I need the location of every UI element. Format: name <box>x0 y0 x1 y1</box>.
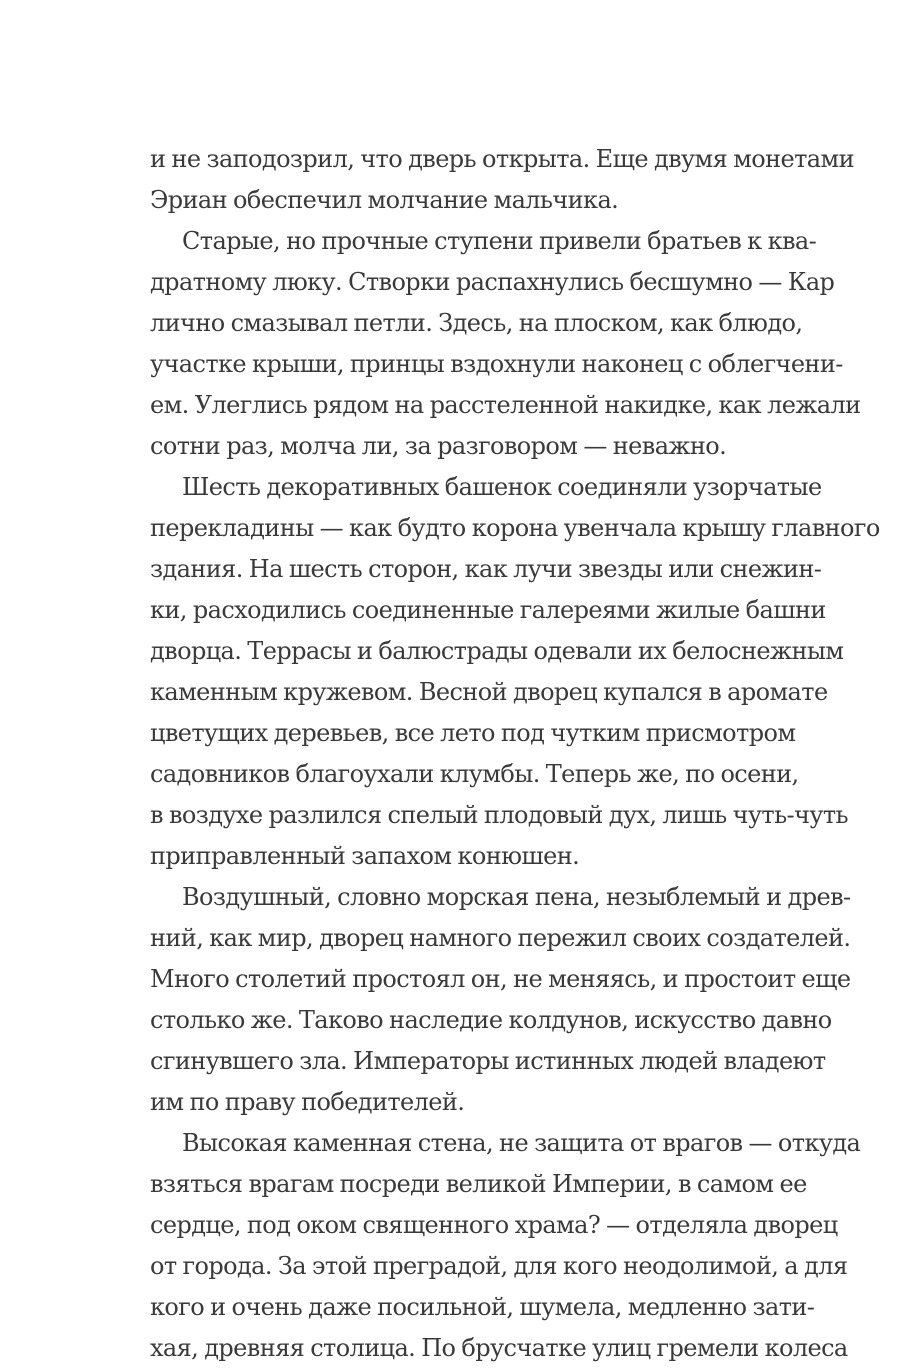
text-line: сердце, под оком священного храма? — отделяла дворец <box>150 1211 838 1239</box>
text-line: участке крыши, принцы вздохнули наконец с облегчени- <box>150 350 843 378</box>
text-line: столько же. Таково наследие колдунов, искусство давно <box>150 1006 832 1034</box>
text-line: каменным кружевом. Весной дворец купался в аромате <box>150 678 828 706</box>
text-line: от города. За этой преградой, для кого неодолимой, а для <box>150 1252 848 1280</box>
text-line: Высокая каменная стена, не защита от врагов — откуда <box>182 1129 861 1157</box>
text-line: им по праву победителей. <box>150 1088 465 1116</box>
book-page-text <box>150 139 880 1369</box>
text-line: приправленный запахом конюшен. <box>150 842 580 870</box>
text-line: Воздушный, словно морская пена, незыблемый и древ- <box>182 883 851 911</box>
text-line: садовников благоухали клумбы. Теперь же, по осени, <box>150 760 799 788</box>
text-line: Шесть декоративных башенок соединяли узорчатые <box>182 473 822 501</box>
text-line: ем. Улеглись рядом на расстеленной накидке, как лежали <box>150 391 861 419</box>
text-line: Много столетий простоял он, не меняясь, и простоит еще <box>150 965 851 993</box>
text-line: сотни раз, молча ли, за разговором — неважно. <box>150 432 727 460</box>
text-line: хая, древняя столица. По брусчатке улиц гремели колеса <box>150 1334 848 1362</box>
text-line: лично смазывал петли. Здесь, на плоском, как блюдо, <box>150 309 803 337</box>
text-line: ки, расходились соединенные галереями жилые башни <box>150 596 826 624</box>
text-line: ний, как мир, дворец намного пережил своих создателей. <box>150 924 851 952</box>
text-line: перекладины — как будто корона увенчала крышу главного <box>150 514 880 542</box>
text-line: Эриан обеспечил молчание мальчика. <box>150 186 619 214</box>
text-line: и не заподозрил, что дверь открыта. Еще двумя монетами <box>150 145 854 173</box>
text-line: здания. На шесть сторон, как лучи звезды или снежин- <box>150 555 822 583</box>
text-line: сгинувшего зла. Императоры истинных людей владеют <box>150 1047 826 1075</box>
text-line: дратному люку. Створки распахнулись бесшумно — Кар <box>150 268 835 296</box>
text-line: кого и очень даже посильной, шумела, медленно зати- <box>150 1293 815 1321</box>
text-line: цветущих деревьев, все лето под чутким присмотром <box>150 719 796 747</box>
text-line: дворца. Террасы и балюстрады одевали их белоснежным <box>150 637 844 665</box>
text-line: Старые, но прочные ступени привели братьев к ква- <box>182 227 817 255</box>
text-line: взяться врагам посреди великой Империи, в самом ее <box>150 1170 807 1198</box>
text-line: в воздухе разлился спелый плодовый дух, лишь чуть-чуть <box>150 801 849 829</box>
